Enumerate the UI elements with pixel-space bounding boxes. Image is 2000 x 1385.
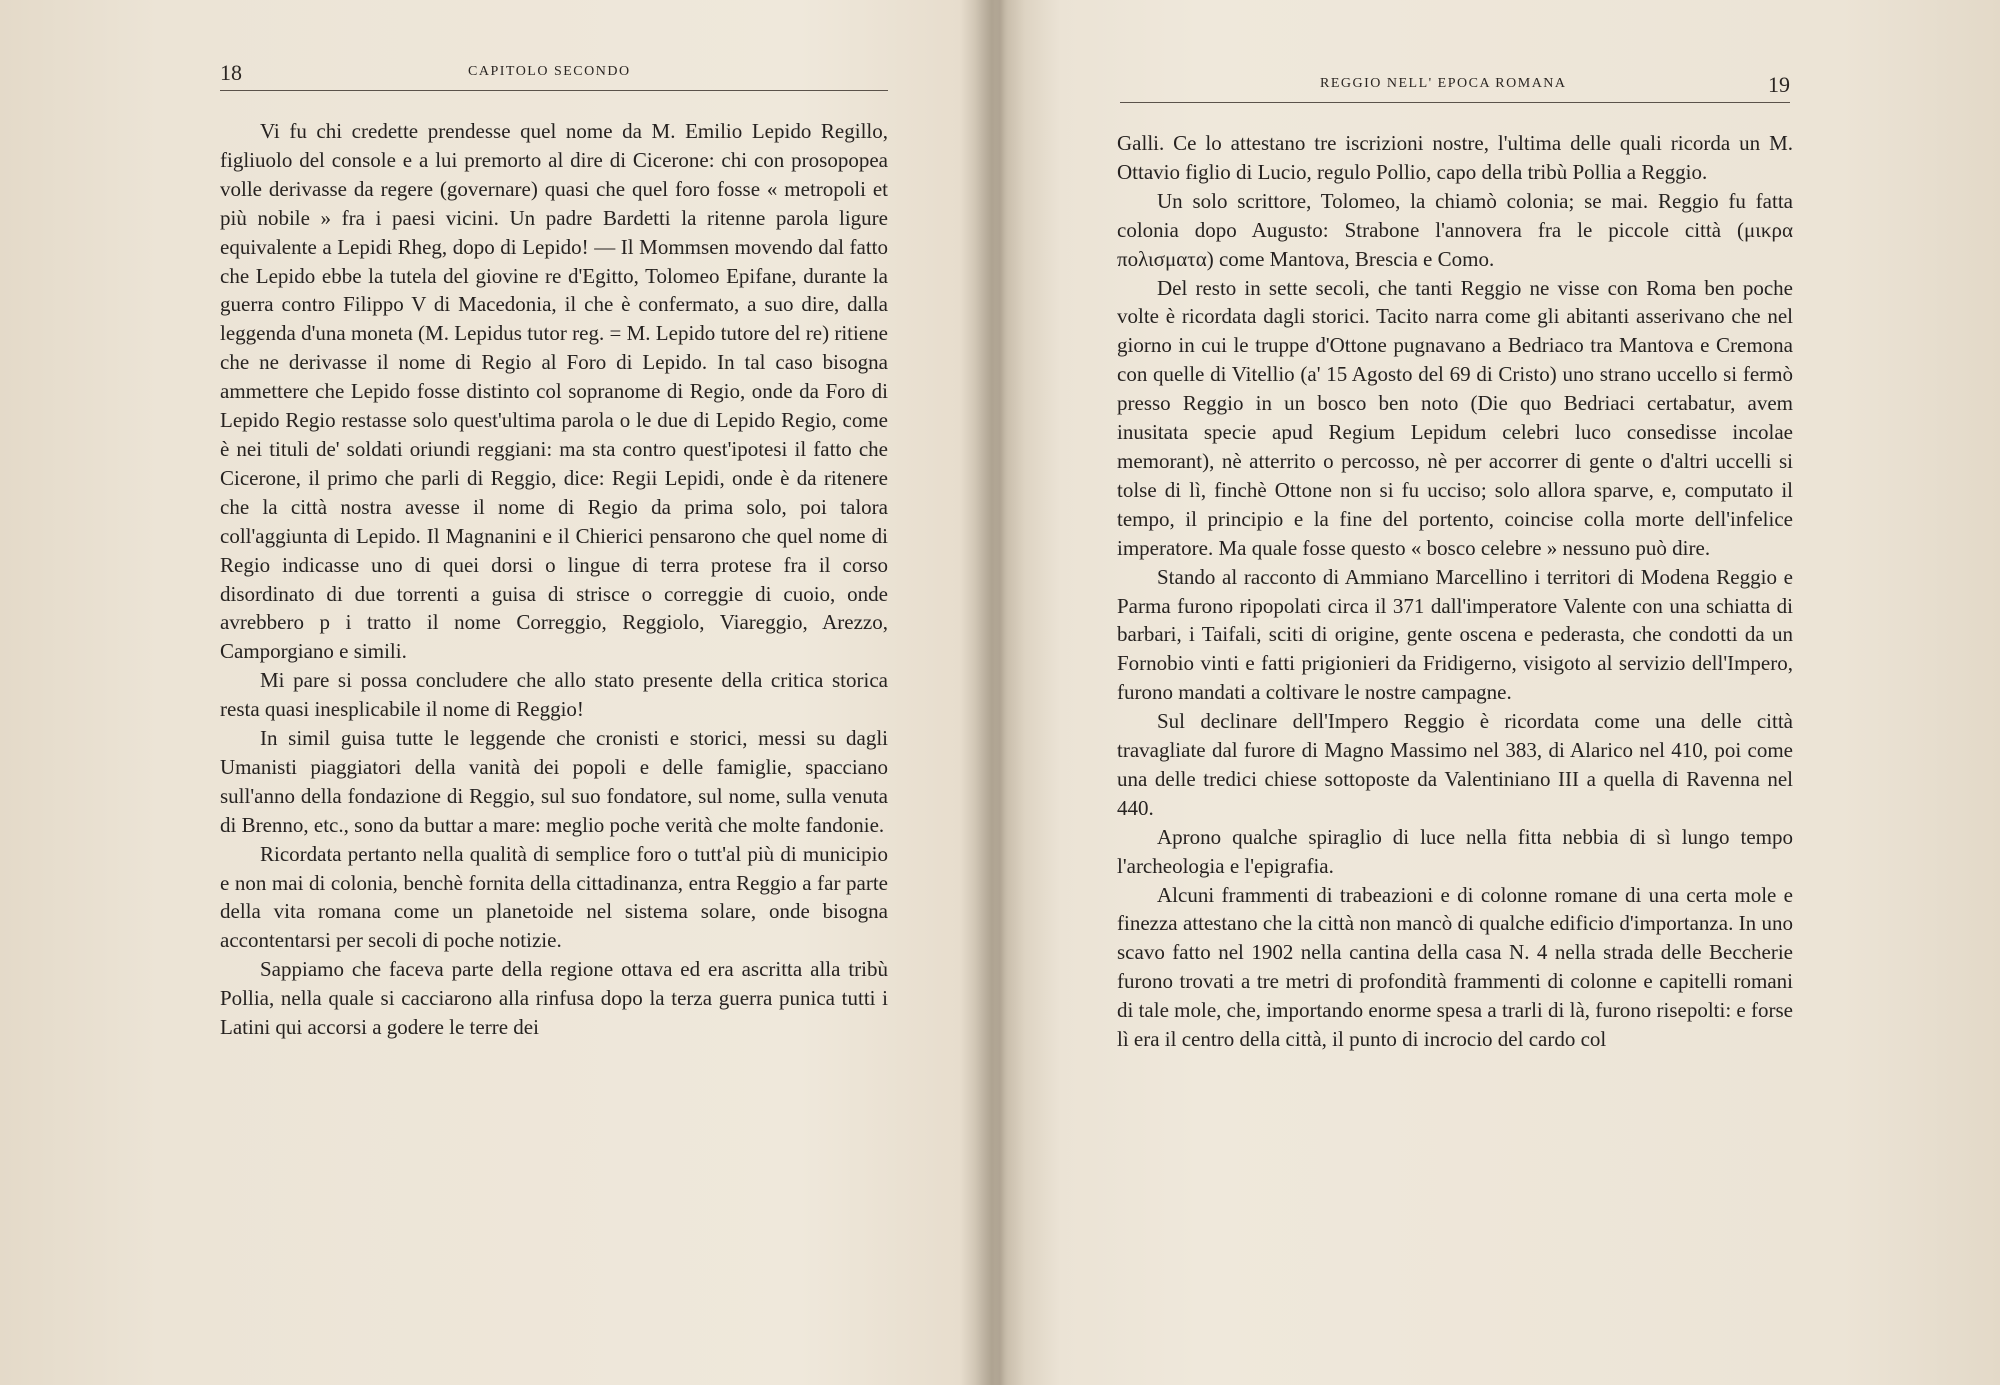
left-running-head [220,56,888,91]
paragraph: Sappiamo che faceva parte della regione ottava ed era ascritta alla tribù Pollia, nella quale si cacciarono alla rinfusa dopo la terza guerra punica tutti i Latini qui accorsi a godere le terre dei [220,957,888,1040]
paragraph: In simil guisa tutte le leggende che cronisti e storici, messi su dagli Umanisti piaggiatori della vanità dei popoli e delle famiglie, spacciano sull'anno della fondazione di Reggio, sul suo fondatore, sul nome, sulla venuta di Brenno, etc., sono da buttar a mare: meglio poche verità che molte fandonie. [220,726,888,837]
right-running-head [1120,68,1790,103]
paragraph: Alcuni frammenti di trabeazioni e di colonne romane di una certa mole e finezza attestano che la città non mancò di qualche edificio d'importanza. In uno scavo fatto nel 1902 nella cantina della casa N. 4 nella strada delle Beccherie furono trovati a tre metri di profondità frammenti di colonne e capitelli romani di tale mole, che, importando enorme spesa a trarli di là, furono risepolti: e forse lì era il centro della città, il punto di incrocio del cardo col [1117,882,1793,1052]
paragraph: Vi fu chi credette prendesse quel nome da M. Emilio Lepido Regillo, figliuolo del console e a lui premorto al dire di Cicerone: chi con prosopopea volle derivasse da regere (governare) quasi che quel foro fosse « metropoli et più nobile » fra i paesi vicini. Un padre Bardetti la ritenne parola ligure equivalente a Lepidi Rheg, dopo di Lepido! — Il Mommsen movendo dal fatto che Lepido ebbe la tutela del giovine re d'Egitto, Tolomeo Epifane, durante la guerra contro Filippo V di Macedonia, il che è confermato, a suo dire, dalla leggenda d'una moneta (M. Lepidus tutor reg. = M. Lepido tutore del re) ritiene che ne derivasse il nome di Regio al Foro di Lepido. In tal caso bisogna ammettere che Lepido fosse distinto col sopranome di Regio, onde da Foro di Lepido Regio restasse solo quest'ultima parola o le due di Lepido Regio, come è nei tituli de' soldati oriundi reggiani: ma sta contro quest'ipotesi il fatto che Cicerone, il primo che parli di Reggio, dice: Regii Lepidi, onde è da ritenere che la città nostra avesse il nome di Regio da prima solo, poi talora coll'aggiunta di Lepido. Il Magnanini e il Chierici pensarono che quel nome di Regio indicasse uno di quei dorsi o lingue di terra protese fra il corso disordinato di due torrenti a guisa di strisce o correggie di cuoio, onde avrebbero p i tratto il nome Correggio, Reggiolo, Viareggio, Arezzo, Camporgiano e simili. [220,119,888,664]
paragraph: Galli. Ce lo attestano tre iscrizioni nostre, l'ultima delle quali ricorda un M. Ottavio figlio di Lucio, regulo Pollio, capo della tribù Pollia a Reggio. [1117,131,1793,184]
paragraph: Un solo scrittore, Tolomeo, la chiamò colonia; se mai. Reggio fu fatta colonia dopo Augusto: Strabone l'annovera fra le piccole città (μικρα πολισματα) come Mantova, Brescia e Como. [1117,188,1793,271]
right-body-text [1117,129,1793,1054]
paragraph: Ricordata pertanto nella qualità di semplice foro o tutt'al più di municipio e non mai di colonia, benchè fornita della cittadinanza, entra Reggio a far parte della vita romana come un planetoide nel sistema solare, onde bisogna accontentarsi per secoli di poche notizie. [220,841,888,953]
paragraph: Del resto in sette secoli, che tanti Reggio ne visse con Roma ben poche volte è ricordata dagli storici. Tacito narra come gli abitanti asserivano che nel giorno in cui le truppe d'Ottone pugnavano a Bedriaco tra Mantova e Cremona con quelle di Vitellio (a' 15 Agosto del 69 di Cristo) uno strano uccello si fermò presso Reggio in un bosco ben noto (Die quo Bedriaci certabatur, avem inusitata specie apud Regium Lepidum celebri luco consedisse incolae memorant), nè atterrito o percosso, nè per accorrer di gente o d'altri uccelli si tolse di lì, finchè Ottone non si fu ucciso; solo allora sparve, e, computato il tempo, il principio e la fine del portento, coincise colla morte dell'infelice imperatore. Ma quale fosse questo « bosco celebre » nessuno può dire. [1117,275,1793,560]
left-page-number: 18 [220,60,242,85]
paragraph: Stando al racconto di Ammiano Marcellino i territori di Modena Reggio e Parma furono ripopolati circa il 371 dall'imperatore Valente con una schiatta di barbari, i Taifali, sciti di origine, gente oscena e pederasta, che condotti da un Fornobio vinti e fatti prigionieri da Fridigerno, visigoto al servizio dell'Impero, furono mandati a coltivare le nostre campagne. [1117,564,1793,705]
paragraph: Mi pare si possa concludere che allo stato presente della critica storica resta quasi inesplicabile il nome di Reggio! [220,668,888,722]
right-page [1005,0,2000,1385]
right-chapter-title: REGGIO NELL' EPOCA ROMANA [1320,76,1567,91]
paragraph: Aprono qualche spiraglio di luce nella fitta nebbia di sì lungo tempo l'archeologia e l'epigrafia. [1117,824,1793,878]
right-page-number: 19 [1768,72,1790,97]
left-body-text [220,117,888,1042]
left-chapter-title: CAPITOLO SECONDO [468,64,631,79]
left-page [0,0,995,1385]
paragraph: Sul declinare dell'Impero Reggio è ricordata come una delle città travagliate dal furore di Magno Massimo nel 383, di Alarico nel 410, poi come una delle tredici chiese sottoposte da Valentiniano III a quella di Ravenna nel 440. [1117,709,1793,820]
